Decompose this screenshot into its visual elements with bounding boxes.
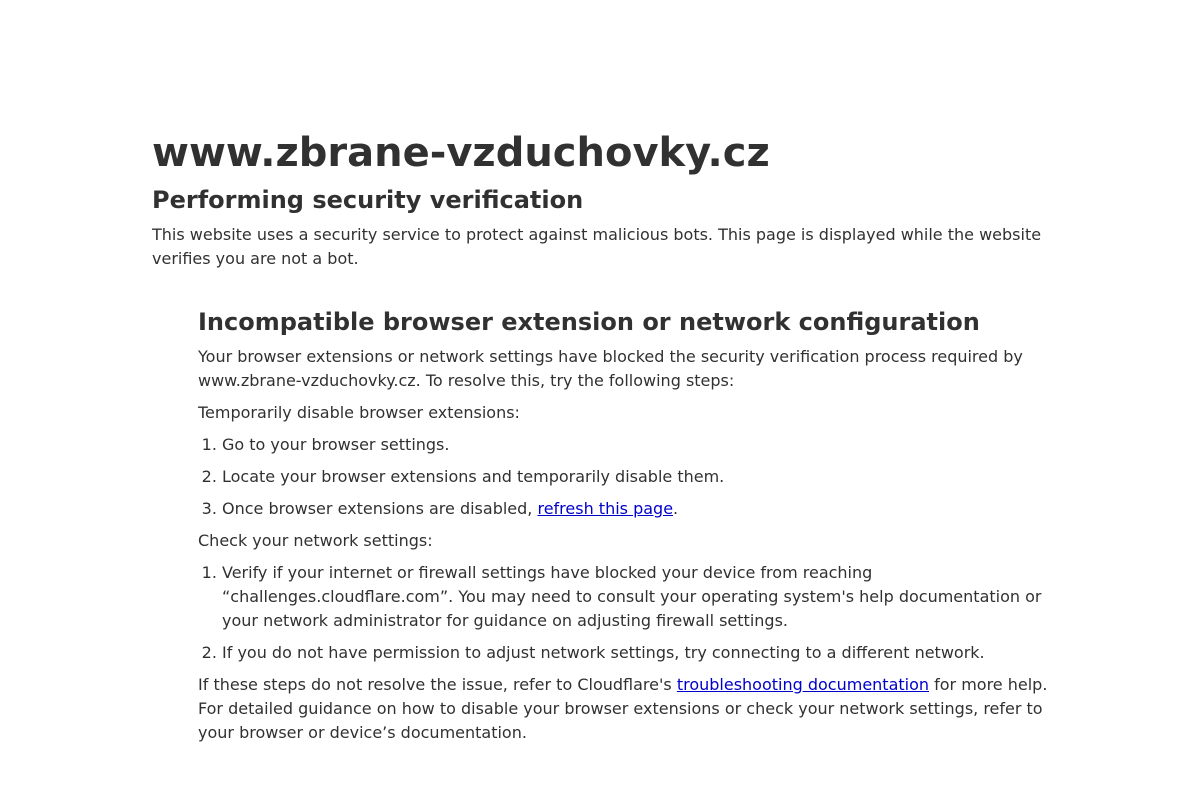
footer-prefix: If these steps do not resolve the issue, refer to Cloudflare's — [198, 675, 677, 694]
panel-description: Your browser extensions or network settings have blocked the security verification process required by www.zbrane-vzduchovky.cz. To resolve this, try the following steps: — [198, 347, 1023, 390]
extensions-heading: Temporarily disable browser extensions: — [198, 403, 520, 422]
refresh-page-link[interactable]: refresh this page — [537, 499, 674, 518]
footer-text — [198, 673, 1052, 745]
list-item: 2. Locate your browser extensions and temporarily disable them. — [222, 465, 1052, 489]
page-heading: Performing security verification — [152, 186, 584, 214]
step-text: Once browser extensions are disabled, — [222, 499, 538, 518]
list-item: 1. Go to your browser settings. — [222, 433, 1052, 457]
panel-title: Incompatible browser extension or network configuration — [198, 308, 980, 336]
network-steps-list — [198, 561, 1052, 665]
list-item: 1. Verify if your internet or firewall settings have blocked your device from reaching “challenges.cloudflare.com”. You may need to consult your operating system's help documentation or your network administrator for guidance on adjusting firewall settings. — [222, 561, 1052, 633]
extension-steps-list — [198, 433, 1052, 521]
footer-suffix: for more help. For detailed guidance on how to disable your browser extensions or check your network settings, refer to your browser or device’s documentation. — [198, 675, 1048, 742]
troubleshooting-docs-link[interactable]: troubleshooting documentation — [676, 675, 930, 694]
error-panel — [198, 306, 1052, 745]
site-domain-title: www.zbrane-vzduchovky.cz — [152, 130, 770, 176]
intro-text: This website uses a security service to protect against malicious bots. This page is displayed while the website verifies you are not a bot. — [152, 225, 1042, 268]
list-item — [222, 497, 1052, 521]
step-text: . — [673, 499, 679, 518]
network-heading: Check your network settings: — [198, 531, 433, 550]
list-item: 2. If you do not have permission to adjust network settings, try connecting to a different network. — [222, 641, 1052, 665]
main-content — [152, 126, 1052, 745]
